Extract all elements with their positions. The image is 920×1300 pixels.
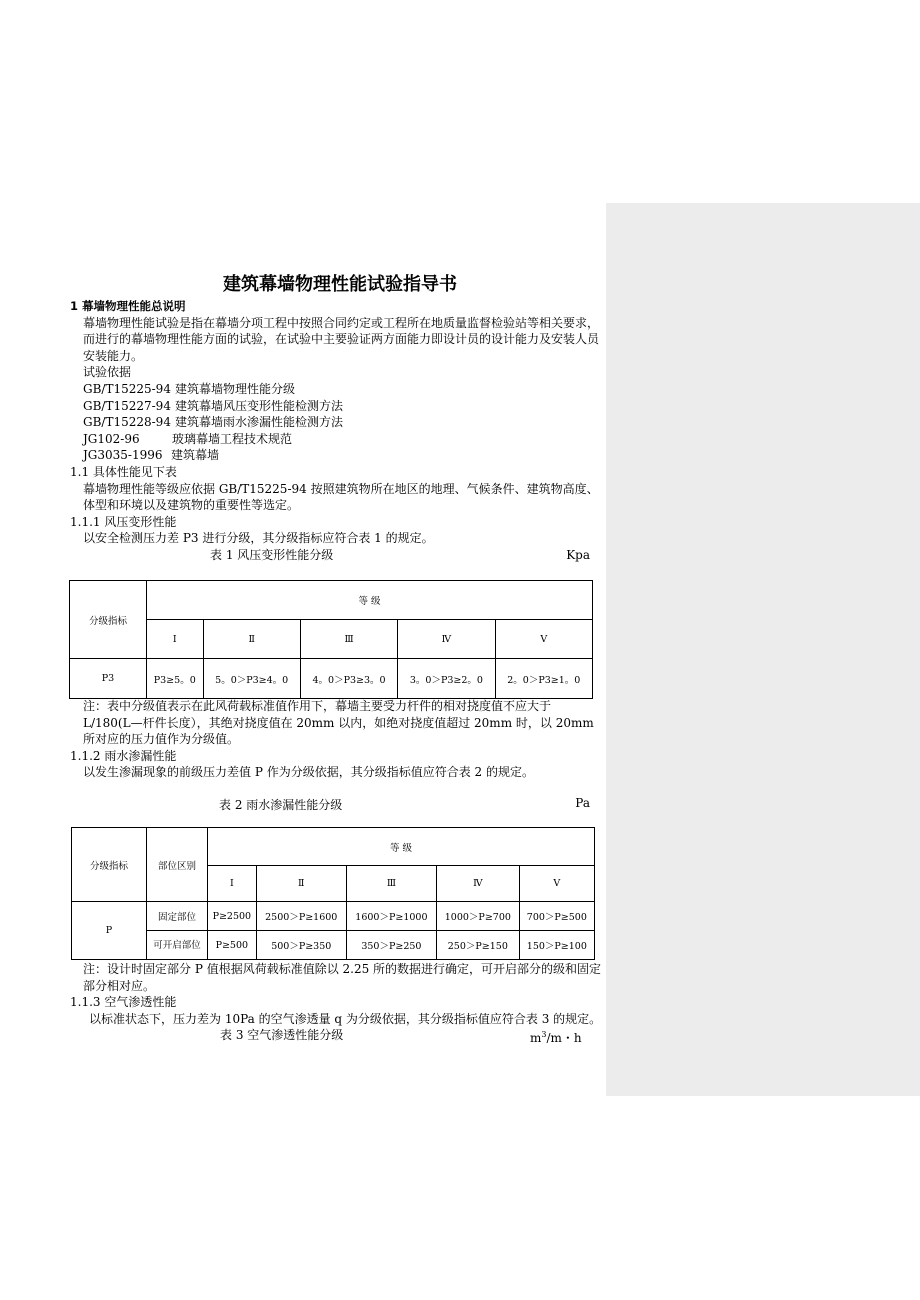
table-1-grade-3: Ⅲ	[300, 620, 397, 659]
table-2-grade-5: Ⅴ	[519, 866, 594, 902]
section-1-1-3-paragraph: 以标准状态下，压力差为 10Pa 的空气渗透量 q 为分级依据，其分级指标值应符合表 3 的规定。	[89, 1011, 602, 1026]
table-2-unit: Pa	[575, 796, 590, 810]
document-page	[70, 272, 600, 565]
table-cell: 2。0＞P3≥1。0	[495, 659, 592, 699]
table-2-note: 注：设计时固定部分 P 值根据风荷载标准值除以 2.25 所的数据进行确定，可开启部分的级和固定部分相对应。	[83, 962, 602, 993]
table-row	[72, 902, 595, 931]
reference-item: GB/T15227-94 建筑幕墙风压变形性能检测方法	[83, 398, 344, 413]
page-title: 建筑幕墙物理性能试验指导书	[223, 274, 457, 295]
reference-item: JG102-96 玻璃幕墙工程技术规范	[83, 431, 293, 446]
intro-paragraph: 幕墙物理性能试验是指在幕墙分项工程中按照合同约定或工程所在地质量监督检验站等相关要求，而进行的幕墙物理性能方面的试验，在试验中主要验证两方面能力即设计员的设计能力及安装人员安装能力。	[83, 315, 600, 363]
table-2-caption: 表 2 雨水渗漏性能分级	[219, 798, 343, 812]
table-2-grade-1: Ⅰ	[208, 866, 257, 902]
table-cell: 500＞P≥350	[256, 931, 346, 960]
table-2-caption-row	[70, 796, 590, 814]
table-1	[69, 580, 593, 699]
table-2-grade-3: Ⅲ	[346, 866, 436, 902]
table-cell: 1600＞P≥1000	[346, 902, 436, 931]
table-cell: 2500＞P≥1600	[256, 902, 346, 931]
section-1-1-1-heading: 1.1.1 风压变形性能	[70, 514, 177, 529]
section-1-1-paragraph: 幕墙物理性能等级应依据 GB/T15225-94 按照建筑物所在地区的地理、气候条件、建筑物高度、体型和环境以及建筑物的重要性等选定。	[83, 481, 599, 513]
reference-item: GB/T15225-94 建筑幕墙物理性能分级	[83, 381, 296, 396]
after-table-2-block	[70, 961, 602, 1045]
table-2-header-part: 部位区别	[147, 828, 208, 902]
table-row	[72, 931, 595, 960]
section-1-1-1-paragraph: 以安全检测压力差 P3 进行分级，其分级指标应符合表 1 的规定。	[83, 531, 434, 546]
table-cell: 150＞P≥100	[519, 931, 594, 960]
table-1-header-index: 分级指标	[70, 581, 147, 659]
table-1-header-grade: 等 级	[147, 581, 593, 620]
table-row	[70, 659, 593, 699]
section-1-heading: 1 幕墙物理性能总说明	[70, 299, 186, 313]
basis-label: 试验依据	[83, 365, 132, 380]
table-cell: 3。0＞P3≥2。0	[398, 659, 495, 699]
table-cell: P3≥5。0	[147, 659, 204, 699]
section-1-1-2-heading: 1.1.2 雨水渗漏性能	[70, 748, 177, 763]
table-3-caption: 表 3 空气渗透性能分级	[220, 1028, 344, 1043]
table-cell: P≥500	[208, 931, 257, 960]
table-2-header-grade: 等 级	[208, 828, 595, 866]
table-1-caption-row	[70, 547, 600, 565]
table-1-grade-4: Ⅳ	[398, 620, 495, 659]
table-1-note: 注：表中分级值表示在此风荷载标准值作用下，幕墙主要受力杆件的相对挠度值不应大于 L/180(L—杆件长度），其绝对挠度值在 20mm 以内，如绝对挠度值超过 20mm 时，以 20mm 所对应的压力值作为分级值。	[83, 699, 594, 747]
table-3-caption-row	[70, 1027, 602, 1045]
table-cell: 700＞P≥500	[519, 902, 594, 931]
section-1-1-heading: 1.1 具体性能见下表	[70, 464, 177, 479]
after-table-1-block	[70, 698, 602, 781]
section-1-1-2-paragraph: 以发生渗漏现象的前级压力差值 P 作为分级依据，其分级指标值应符合表 2 的规定。	[83, 765, 534, 780]
section-1-1-3-heading: 1.1.3 空气渗透性能	[70, 995, 177, 1010]
table-2-header-index: 分级指标	[72, 828, 147, 902]
table-2-grade-2: Ⅱ	[256, 866, 346, 902]
comment-sidebar	[606, 203, 920, 1096]
table-1-row-label: P3	[70, 659, 147, 699]
table-1-grade-5: Ⅴ	[495, 620, 592, 659]
table-2	[71, 827, 595, 960]
table-2-part: 固定部位	[147, 902, 208, 931]
reference-item: GB/T15228-94 建筑幕墙雨水渗漏性能检测方法	[83, 415, 344, 430]
reference-item: JG3035-1996 建筑幕墙	[83, 448, 220, 463]
table-2-grade-4: Ⅳ	[436, 866, 519, 902]
table-cell: 250＞P≥150	[436, 931, 519, 960]
table-3-unit: $m^3/m$・h	[530, 1030, 582, 1046]
table-1-caption: 表 1 风压变形性能分级	[210, 547, 334, 562]
table-1-grade-2: Ⅱ	[203, 620, 300, 659]
table-cell: 5。0＞P3≥4。0	[203, 659, 300, 699]
table-cell: 1000＞P≥700	[436, 902, 519, 931]
table-cell: 350＞P≥250	[346, 931, 436, 960]
table-cell: P≥2500	[208, 902, 257, 931]
table-2-row-label: P	[72, 902, 147, 960]
reference-list	[70, 381, 600, 464]
table-1-grade-1: Ⅰ	[147, 620, 204, 659]
table-2-part: 可开启部位	[147, 931, 208, 960]
table-cell: 4。0＞P3≥3。0	[300, 659, 397, 699]
table-1-unit: Kpa	[566, 547, 590, 562]
